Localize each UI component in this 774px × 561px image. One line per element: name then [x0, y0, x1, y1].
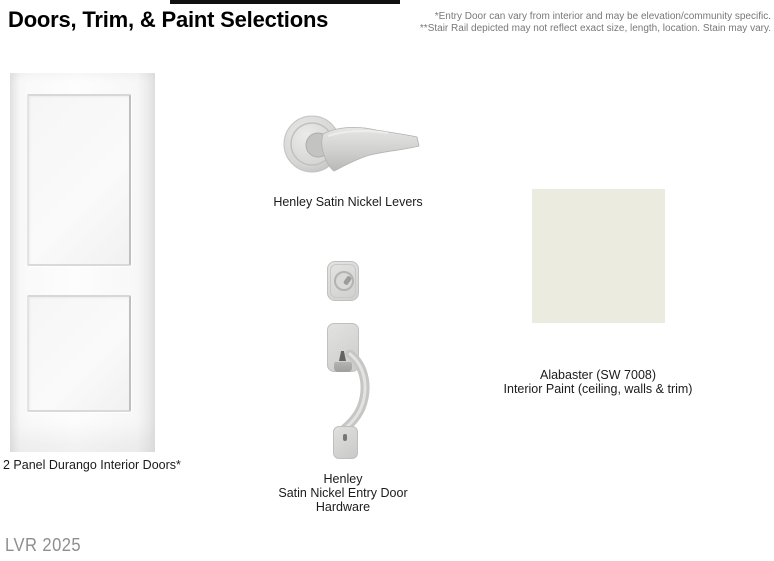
handleset-bottom-cap-image — [333, 426, 358, 459]
page-title: Doors, Trim, & Paint Selections — [8, 7, 329, 32]
door-image — [10, 73, 155, 452]
paint-swatch — [532, 189, 665, 323]
disclaimer-line-1: *Entry Door can vary from interior and may be elevation/community specific. — [434, 11, 771, 22]
entry-hardware-label-line-3: Hardware — [315, 500, 371, 514]
entry-hardware-label — [253, 472, 433, 514]
deadbolt-thumbturn — [334, 271, 354, 291]
lever-label: Henley Satin Nickel Levers — [273, 195, 423, 209]
top-crop-band — [170, 0, 400, 4]
deadbolt-image — [327, 261, 359, 301]
cap-keyhole-icon — [343, 434, 347, 441]
lever-image — [268, 103, 432, 191]
handleset-grip-image — [315, 350, 385, 438]
paint-label — [498, 368, 698, 396]
door-lower-panel — [27, 295, 131, 412]
door-label: 2 Panel Durango Interior Doors* — [3, 458, 181, 472]
entry-hardware-label-line-1: Henley — [323, 472, 363, 486]
watermark-text: LVR 2025 — [5, 535, 82, 555]
paint-name: Alabaster (SW 7008) — [539, 368, 657, 382]
deadbolt-tab — [343, 275, 352, 285]
disclaimer-text — [371, 11, 771, 34]
disclaimer-line-2: **Stair Rail depicted may not reflect exact size, length, location. Stain may vary. — [419, 22, 771, 34]
paint-usage: Interior Paint (ceiling, walls & trim) — [503, 382, 693, 396]
door-upper-panel — [27, 94, 131, 266]
entry-hardware-label-line-2: Satin Nickel Entry Door — [278, 486, 408, 500]
